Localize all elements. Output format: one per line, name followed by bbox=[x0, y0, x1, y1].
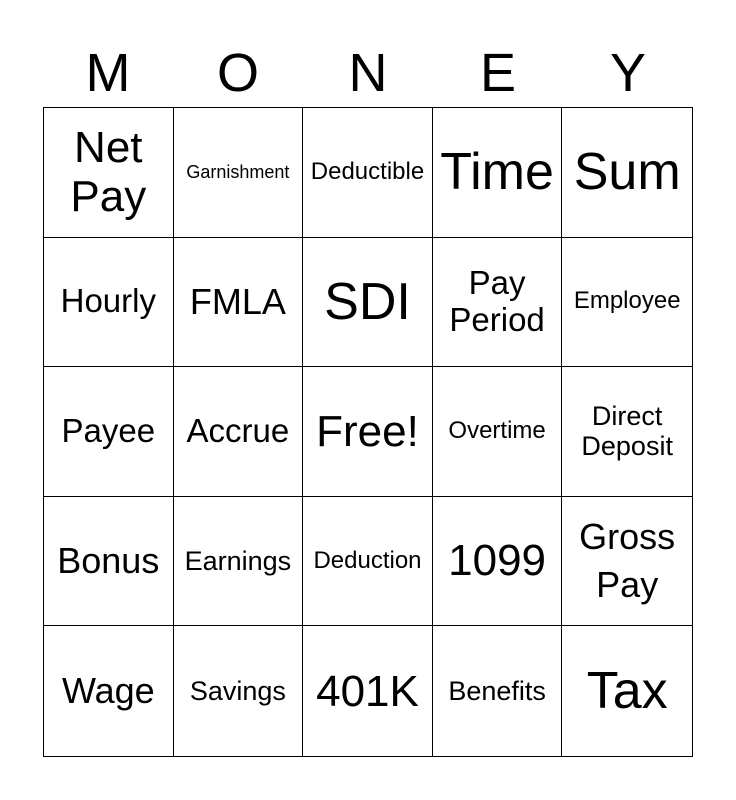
bingo-cell[interactable] bbox=[303, 108, 433, 238]
bingo-cell[interactable] bbox=[562, 108, 692, 238]
header-letter-m: M bbox=[85, 43, 131, 103]
cell-label: Net Pay bbox=[70, 123, 147, 222]
cell-label: Savings bbox=[189, 676, 286, 707]
cell-label: 401K bbox=[316, 666, 419, 716]
bingo-cell[interactable] bbox=[44, 367, 174, 497]
bingo-cell[interactable] bbox=[562, 367, 692, 497]
bingo-board bbox=[43, 107, 693, 757]
bingo-cell[interactable] bbox=[303, 626, 433, 756]
header-letter-e: E bbox=[479, 43, 517, 103]
cell-label: Pay Period bbox=[449, 263, 545, 338]
bingo-cell[interactable] bbox=[174, 626, 304, 756]
cell-label: Payee bbox=[61, 412, 156, 450]
cell-label: Garnishment bbox=[186, 162, 290, 183]
bingo-cell[interactable] bbox=[433, 108, 563, 238]
bingo-cell[interactable] bbox=[433, 497, 563, 627]
header-letter-n: N bbox=[348, 43, 388, 103]
cell-label: Wage bbox=[61, 670, 155, 712]
bingo-cell[interactable] bbox=[303, 238, 433, 368]
cell-label: Deductible bbox=[310, 157, 425, 185]
cell-label: Direct Deposit bbox=[581, 401, 673, 462]
bingo-cell[interactable] bbox=[174, 238, 304, 368]
cell-label: Employee bbox=[573, 287, 681, 315]
bingo-cell[interactable] bbox=[433, 626, 563, 756]
cell-label: Time bbox=[440, 143, 554, 202]
cell-label: Sum bbox=[573, 143, 681, 202]
cell-label: Accrue bbox=[186, 412, 290, 450]
cell-label: Bonus bbox=[57, 539, 160, 581]
cell-label: Tax bbox=[586, 662, 668, 721]
free-space-label: Free! bbox=[316, 406, 419, 456]
bingo-cell[interactable] bbox=[44, 238, 174, 368]
cell-label: FMLA bbox=[189, 280, 286, 322]
bingo-cell[interactable] bbox=[174, 497, 304, 627]
cell-label: Earnings bbox=[184, 545, 292, 576]
cell-label: Gross Pay bbox=[579, 515, 676, 606]
cell-label: Hourly bbox=[60, 282, 156, 320]
bingo-cell[interactable] bbox=[44, 497, 174, 627]
bingo-cell[interactable] bbox=[303, 497, 433, 627]
bingo-cell[interactable] bbox=[174, 108, 304, 238]
bingo-cell[interactable] bbox=[562, 238, 692, 368]
bingo-header bbox=[43, 40, 693, 106]
header-letter-o: O bbox=[216, 43, 259, 103]
bingo-cell[interactable] bbox=[44, 108, 174, 238]
cell-label: 1099 bbox=[448, 536, 547, 586]
cell-label: Benefits bbox=[448, 676, 546, 707]
bingo-cell[interactable] bbox=[433, 367, 563, 497]
bingo-cell[interactable] bbox=[44, 626, 174, 756]
bingo-cell[interactable] bbox=[433, 238, 563, 368]
cell-label: Overtime bbox=[448, 417, 546, 445]
bingo-cell[interactable] bbox=[174, 367, 304, 497]
bingo-cell[interactable] bbox=[562, 497, 692, 627]
cell-label: SDI bbox=[324, 272, 411, 331]
header-letter-y: Y bbox=[609, 43, 647, 103]
cell-label: Deduction bbox=[313, 546, 422, 574]
bingo-cell[interactable] bbox=[562, 626, 692, 756]
free-space[interactable] bbox=[303, 367, 433, 497]
